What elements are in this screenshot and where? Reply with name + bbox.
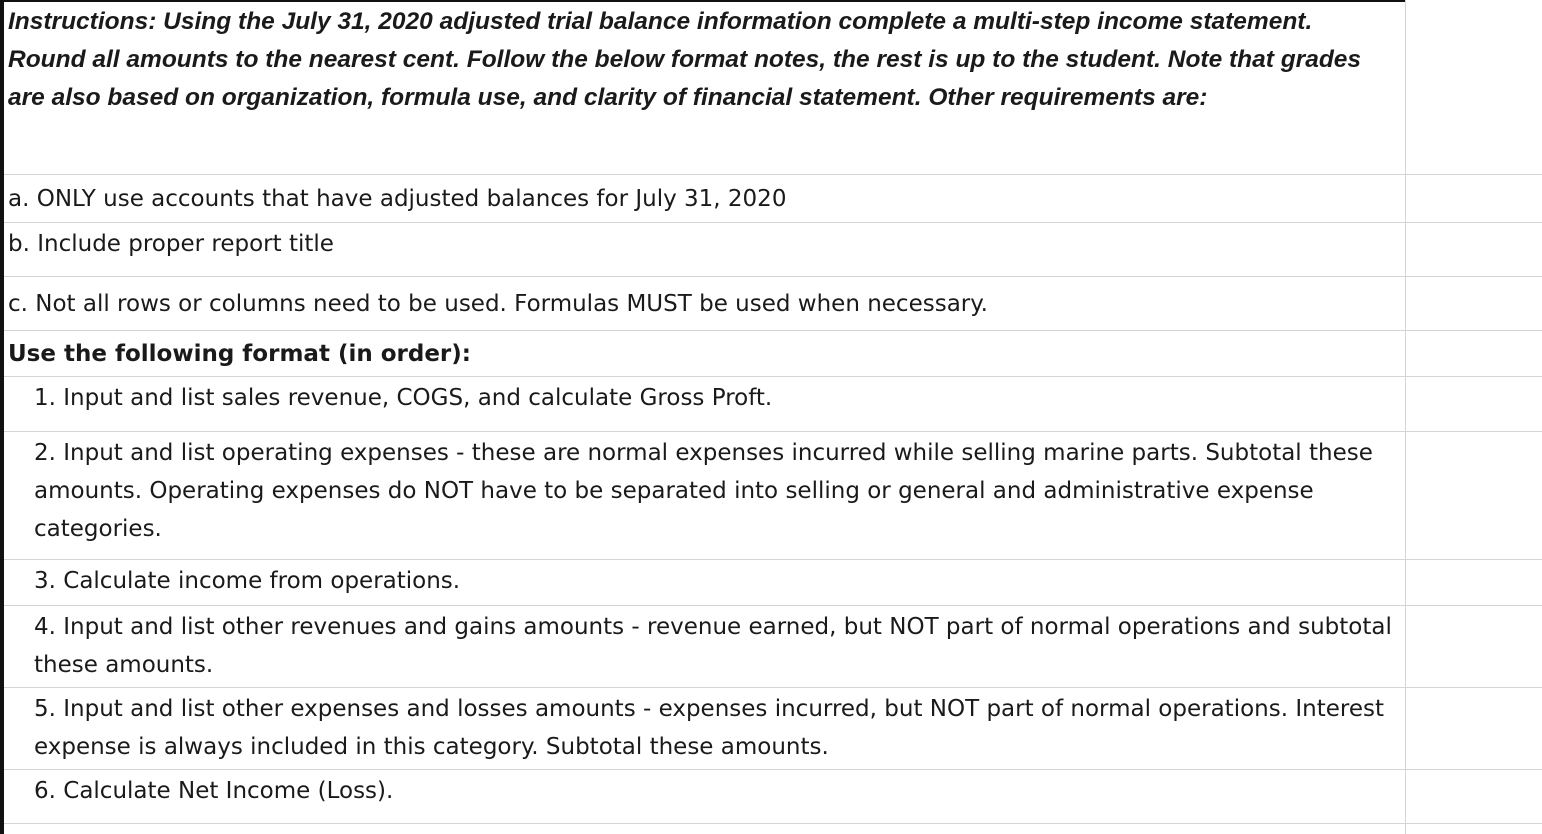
requirement-a: a. ONLY use accounts that have adjusted balances for July 31, 2020 [8, 185, 787, 212]
requirement-b: b. Include proper report title [8, 230, 334, 257]
step-row-1[interactable] [4, 377, 1542, 432]
format-heading-row[interactable] [4, 331, 1542, 377]
step-2: 2. Input and list operating expenses - these are normal expenses incurred while selling marine parts. Subtotal these amounts. Operating expenses do NOT have to be separated into selling or general and administrative expense categories. [34, 440, 1373, 542]
step-row-6[interactable] [4, 770, 1542, 824]
format-heading: Use the following format (in order): [8, 340, 471, 367]
requirement-row-a[interactable] [4, 175, 1542, 223]
step-4: 4. Input and list other revenues and gains amounts - revenue earned, but NOT part of normal operations and subtotal these amounts. [34, 614, 1392, 678]
step-5: 5. Input and list other expenses and losses amounts - expenses incurred, but NOT part of normal operations. Interest expense is always included in this category. Subtotal these amounts. [34, 696, 1384, 760]
step-3: 3. Calculate income from operations. [34, 568, 461, 594]
step-row-2[interactable] [4, 432, 1542, 560]
step-1: 1. Input and list sales revenue, COGS, and calculate Gross Proft. [34, 385, 773, 411]
instructions-row[interactable] [4, 0, 1542, 175]
step-row-5[interactable] [4, 688, 1542, 770]
step-row-4[interactable] [4, 606, 1542, 688]
requirement-row-b[interactable] [4, 223, 1542, 277]
requirement-row-c[interactable] [4, 277, 1542, 331]
step-6: 6. Calculate Net Income (Loss). [34, 778, 394, 804]
column-divider [1405, 0, 1406, 834]
empty-row[interactable] [4, 824, 1542, 834]
step-row-3[interactable] [4, 560, 1542, 606]
requirement-c: c. Not all rows or columns need to be used. Formulas MUST be used when necessary. [8, 290, 988, 317]
instructions-text: Instructions: Using the July 31, 2020 adjusted trial balance information complete a multi-step income statement. Round all amounts to the nearest cent. Follow the below format notes, the rest is up to the student. Note that grades are also based on organization, formula use, and clarity of financial statement. Other requirements are: [8, 8, 1362, 111]
